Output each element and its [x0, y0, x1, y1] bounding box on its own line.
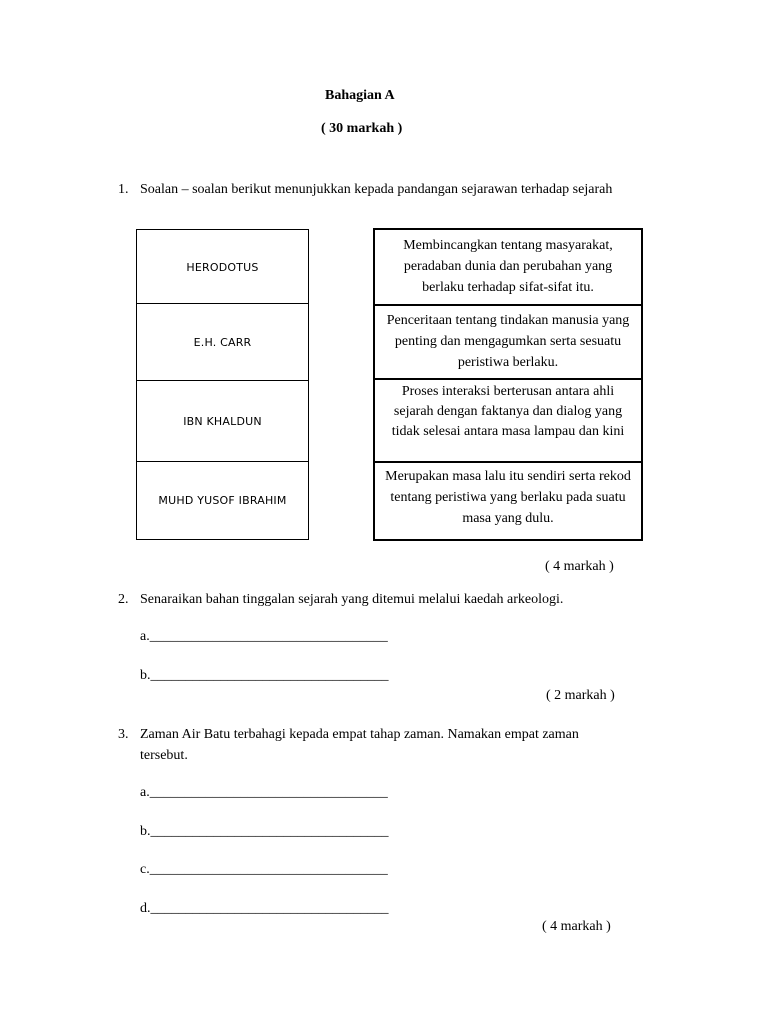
view-3: Proses interaksi berterusan antara ahli sejarah dengan faktanya dan dialog yang tidak selesai antara masa lampau dan kini	[391, 384, 625, 439]
view-4: Merupakan masa lalu itu sendiri serta rekod tentang peristiwa yang berlaku pada suatu masa yang dulu.	[385, 469, 631, 526]
q2-number: 2.	[118, 592, 129, 607]
q3-text-line1: Zaman Air Batu terbahagi kepada empat tahap zaman. Namakan empat zaman	[140, 727, 579, 742]
q1-text: Soalan – soalan berikut menunjukkan kepada pandangan sejarawan terhadap sejarah	[140, 182, 613, 197]
view-column	[373, 228, 643, 541]
view-2: Penceritaan tentang tindakan manusia yang penting dan mengagumkan serta sesuatu peristiwa berlaku.	[386, 313, 630, 370]
view-divider	[375, 378, 641, 380]
q3-answer-line-b[interactable]: b.__________________________________	[140, 824, 389, 839]
q2-marks: ( 2 markah )	[546, 688, 615, 703]
view-divider	[375, 461, 641, 463]
view-divider	[375, 304, 641, 306]
q3-answer-line-a[interactable]: a.__________________________________	[140, 785, 388, 800]
q2-answer-line-a[interactable]: a.__________________________________	[140, 629, 388, 644]
historian-eh-carr: E.H. CARR	[193, 335, 252, 349]
total-marks: ( 30 markah )	[321, 121, 403, 136]
q3-marks: ( 4 markah )	[542, 919, 611, 934]
historian-herodotus: HERODOTUS	[186, 260, 259, 274]
q3-answer-line-d[interactable]: d.__________________________________	[140, 901, 389, 916]
historian-ibn-khaldun: IBN KHALDUN	[183, 414, 262, 428]
historian-muhd-yusof-ibrahim: MUHD YUSOF IBRAHIM	[158, 493, 287, 507]
q2-text: Senaraikan bahan tinggalan sejarah yang ditemui melalui kaedah arkeologi.	[140, 592, 564, 607]
historian-column	[136, 229, 309, 540]
q2-answer-line-b[interactable]: b.__________________________________	[140, 668, 389, 683]
q3-answer-line-c[interactable]: c.__________________________________	[140, 862, 388, 877]
q3-text-line2: tersebut.	[140, 748, 188, 763]
q3-number: 3.	[118, 727, 129, 742]
view-1: Membincangkan tentang masyarakat, peradaban dunia dan perubahan yang berlaku terhadap sifat-sifat itu.	[403, 238, 613, 295]
q1-number: 1.	[118, 182, 129, 197]
section-title: Bahagian A	[325, 88, 395, 103]
q1-marks: ( 4 markah )	[545, 559, 614, 574]
